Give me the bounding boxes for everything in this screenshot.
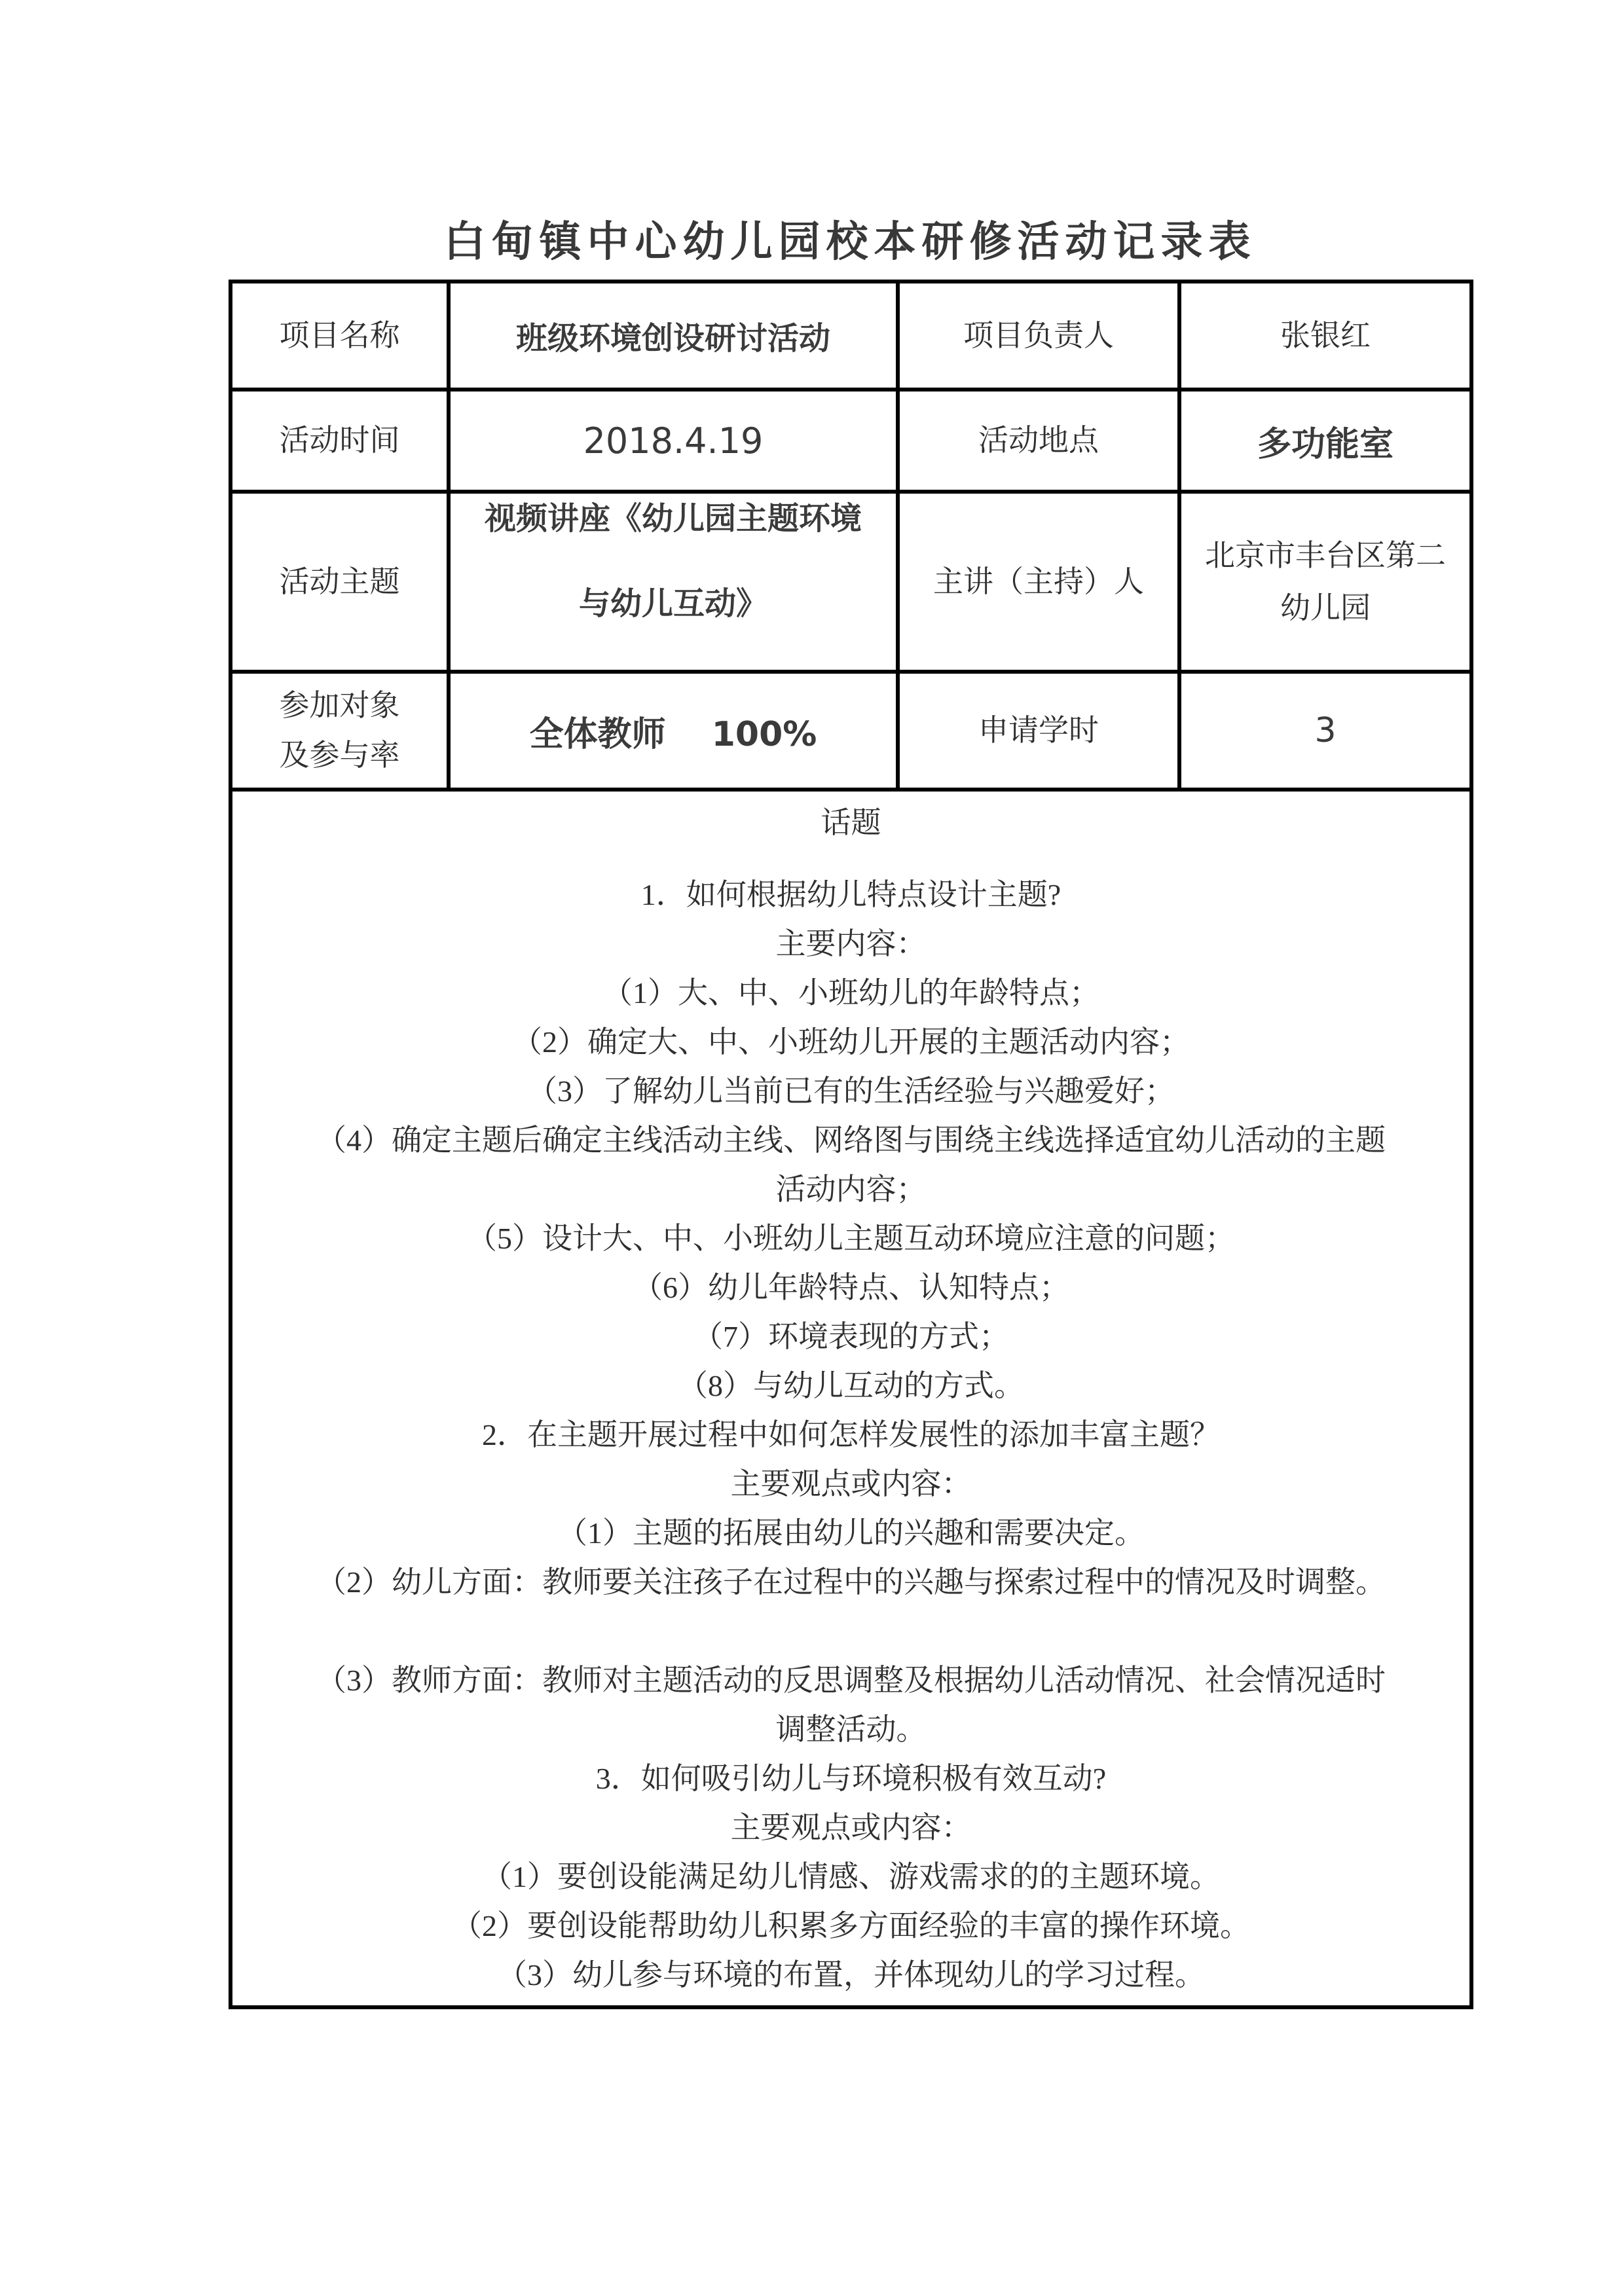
topic-1-point-3: （3）了解幼儿当前已有的生活经验与兴趣爱好； xyxy=(527,1074,1175,1108)
table-row-time-place xyxy=(231,390,1471,492)
topic-2-point-3-cont: 调整活动。 xyxy=(775,1712,927,1746)
topic-question-1: 1．如何根据幼儿特点设计主题? xyxy=(640,877,1061,911)
credit-hours-label: 申请学时 xyxy=(898,672,1179,790)
table-row-project xyxy=(231,282,1471,390)
project-leader-label: 项目负责人 xyxy=(898,282,1179,390)
topics-cell xyxy=(231,790,1471,2007)
activity-theme-label: 活动主题 xyxy=(231,492,449,672)
table-row-theme xyxy=(231,492,1471,672)
participants-label xyxy=(231,672,449,790)
table-row-topics xyxy=(231,790,1471,2007)
activity-time-label: 活动时间 xyxy=(231,390,449,492)
topic-question-2: 2．在主题开展过程中如何怎样发展性的添加丰富主题？ xyxy=(482,1417,1220,1451)
topic-2-content-heading: 主要观点或内容： xyxy=(730,1467,972,1501)
speaker-label: 主讲（主持）人 xyxy=(898,492,1179,672)
participants-label-line1: 参加对象 xyxy=(279,689,400,722)
topic-3-point-3: （3）幼儿参与环境的布置，并体现幼儿的学习过程。 xyxy=(497,1958,1205,1992)
topic-1-point-5: （5）设计大、中、小班幼儿主题互动环境应注意的问题； xyxy=(467,1221,1235,1255)
speaker-value-line2: 幼儿园 xyxy=(1280,591,1371,625)
page-title: 白甸镇中心幼儿园校本研修活动记录表 xyxy=(443,218,1257,266)
speaker-value-line1: 北京市丰台区第二 xyxy=(1205,538,1446,572)
topic-1-point-6: （6）幼儿年龄特点、认知特点； xyxy=(633,1270,1069,1304)
topic-1-point-2: （2）确定大、中、小班幼儿开展的主题活动内容； xyxy=(512,1025,1190,1059)
activity-time-value: 2018.4.19 xyxy=(449,390,898,492)
topic-1-point-1: （1）大、中、小班幼儿的年龄特点； xyxy=(602,975,1099,1010)
topic-1-point-7: （7）环境表现的方式； xyxy=(693,1319,1009,1353)
project-name-label: 项目名称 xyxy=(231,282,449,390)
activity-theme-value xyxy=(449,492,898,672)
topic-question-3: 3．如何吸引幼儿与环境积极有效互动? xyxy=(595,1761,1107,1795)
activity-theme-line2: 与幼儿互动》 xyxy=(578,585,767,622)
topic-3-content-heading: 主要观点或内容： xyxy=(730,1810,972,1844)
topic-2-point-1: （1）主题的拓展由幼儿的兴趣和需要决定。 xyxy=(557,1516,1145,1550)
speaker-value xyxy=(1179,492,1471,672)
participants-label-line2: 及参与率 xyxy=(279,738,400,772)
activity-place-value: 多功能室 xyxy=(1179,390,1471,492)
record-table xyxy=(229,280,1473,2009)
topic-3-point-1: （1）要创设能满足幼儿情感、游戏需求的的主题环境。 xyxy=(482,1859,1220,1893)
topic-1-content-heading: 主要内容： xyxy=(775,926,927,960)
topic-3-point-2: （2）要创设能帮助幼儿积累多方面经验的丰富的操作环境。 xyxy=(452,1908,1250,1942)
topic-2-blank-line xyxy=(232,1607,1469,1656)
project-name-value: 班级环境创设研讨活动 xyxy=(449,282,898,390)
topics-heading: 话题 xyxy=(821,805,881,839)
participants-value: 全体教师 100% xyxy=(449,672,898,790)
activity-place-label: 活动地点 xyxy=(898,390,1179,492)
topic-1-point-8: （8）与幼儿互动的方式。 xyxy=(678,1368,1024,1402)
topic-2-point-3: （3）教师方面：教师对主题活动的反思调整及根据幼儿活动情况、社会情况适时 xyxy=(316,1663,1386,1697)
topic-2-point-2: （2）幼儿方面：教师要关注孩子在过程中的兴趣与探索过程中的情况及时调整。 xyxy=(316,1565,1386,1599)
table-row-participants xyxy=(231,672,1471,790)
topic-1-point-4: （4）确定主题后确定主线活动主线、网络图与围绕主线选择适宜幼儿活动的主题 xyxy=(316,1123,1386,1157)
topic-1-point-4-cont: 活动内容； xyxy=(775,1172,927,1206)
project-leader-value: 张银红 xyxy=(1179,282,1471,390)
credit-hours-value: 3 xyxy=(1179,672,1471,790)
activity-theme-line1: 视频讲座《幼儿园主题环境 xyxy=(484,500,862,537)
